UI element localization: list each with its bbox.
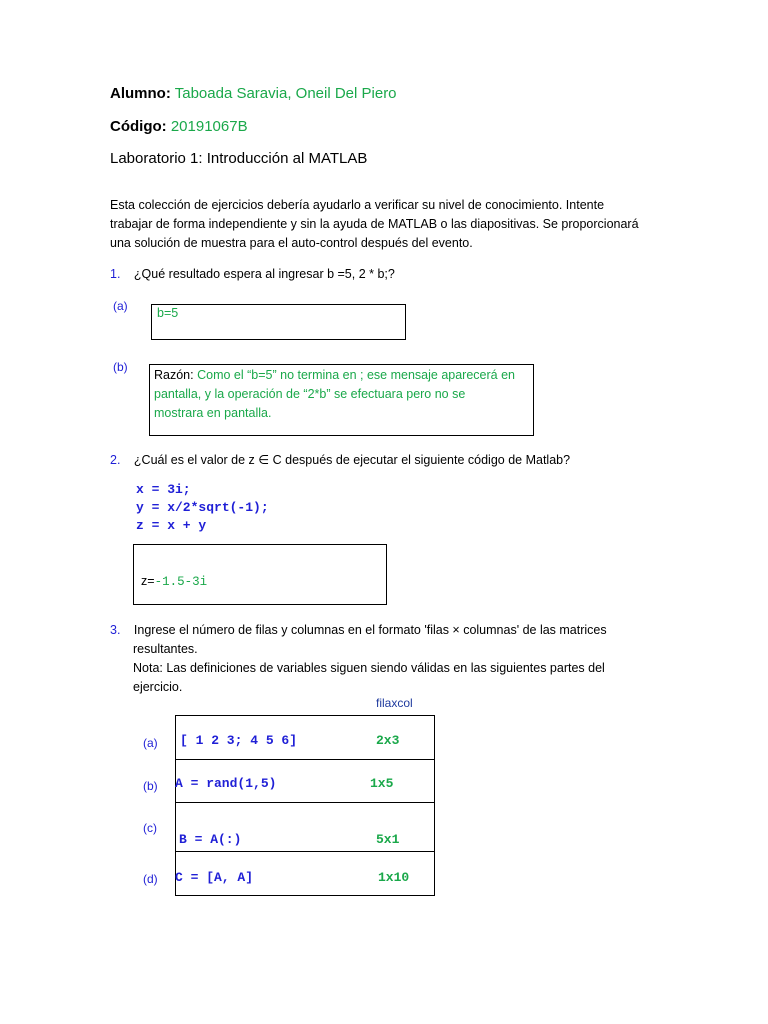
table-divider	[175, 759, 434, 760]
reason-box	[149, 364, 534, 436]
code-line	[110, 118, 248, 135]
answer-value: -1.5-3i	[154, 575, 208, 589]
matrix-result: 1x10	[378, 870, 410, 885]
reason-label: Razón:	[154, 368, 194, 382]
intro-line: una solución de muestra para el auto-control después del evento.	[110, 236, 473, 250]
question-text: Ingrese el número de filas y columnas en el formato 'filas × columnas' de las matrices	[133, 623, 607, 637]
alumno-label: Alumno:	[110, 85, 171, 102]
code-block	[136, 481, 269, 535]
note-text: Nota: Las definiciones de variables siguen siendo válidas en las siguientes partes del	[133, 661, 605, 675]
question-number: 2.	[110, 453, 121, 467]
question-1	[110, 265, 395, 284]
code-line: x = 3i;	[136, 482, 191, 497]
alumno-name: Taboada Saravia, Oneil Del Piero	[174, 85, 397, 102]
matrix-expr: B = A(:)	[179, 832, 242, 847]
question-number: 1.	[110, 267, 121, 281]
question-text: ¿Qué resultado espera al ingresar b =5, 2 * b;?	[133, 267, 395, 281]
row-label: (a)	[143, 736, 158, 750]
intro-line: trabajar de forma independiente y sin la ayuda de MATLAB o las diapositivas. Se proporcionará	[110, 217, 639, 231]
note-text: ejercicio.	[133, 680, 183, 694]
intro-paragraph	[110, 196, 660, 253]
matrix-result: 1x5	[370, 776, 394, 791]
row-label: (d)	[143, 872, 158, 886]
question-2	[110, 451, 570, 470]
question-number: 3.	[110, 623, 121, 637]
question-3	[110, 621, 670, 697]
question-text: resultantes.	[133, 642, 198, 656]
answer-text	[141, 574, 207, 589]
row-label: (c)	[143, 821, 157, 835]
column-header: filaxcol	[376, 696, 413, 710]
student-line	[110, 85, 397, 102]
answer-prefix: z=	[141, 574, 155, 588]
answer-box	[151, 304, 406, 340]
matrix-expr: C = [A, A]	[175, 870, 254, 885]
option-label: (a)	[113, 299, 128, 313]
matrix-result: 2x3	[376, 733, 400, 748]
intro-line: Esta colección de ejercicios debería ayudarlo a verificar su nivel de conocimiento. Intente	[110, 198, 605, 212]
table-divider	[175, 802, 434, 803]
lab-title: Laboratorio 1: Introducción al MATLAB	[110, 150, 368, 167]
reason-text	[154, 366, 529, 423]
code-line: z = x + y	[136, 518, 207, 533]
table-divider	[175, 851, 434, 852]
reason-line: mostrara en pantalla.	[154, 406, 272, 420]
reason-line: Como el “b=5” no termina en ; ese mensaje aparecerá en	[197, 368, 515, 382]
reason-line: pantalla, y la operación de “2*b” se efectuara pero no se	[154, 387, 466, 401]
matrix-expr: [ 1 2 3; 4 5 6]	[180, 733, 298, 748]
option-label: (b)	[113, 360, 128, 374]
codigo-label: Código:	[110, 118, 167, 135]
matrix-result: 5x1	[376, 832, 400, 847]
matrix-expr: A = rand(1,5)	[175, 776, 277, 791]
answer-box	[133, 544, 387, 605]
code-line: y = x/2*sqrt(-1);	[136, 500, 269, 515]
answer-text: b=5	[157, 306, 179, 320]
question-text: ¿Cuál es el valor de z ∈ C después de ejecutar el siguiente código de Matlab?	[133, 453, 571, 467]
codigo-value: 20191067B	[170, 118, 248, 135]
row-label: (b)	[143, 779, 158, 793]
